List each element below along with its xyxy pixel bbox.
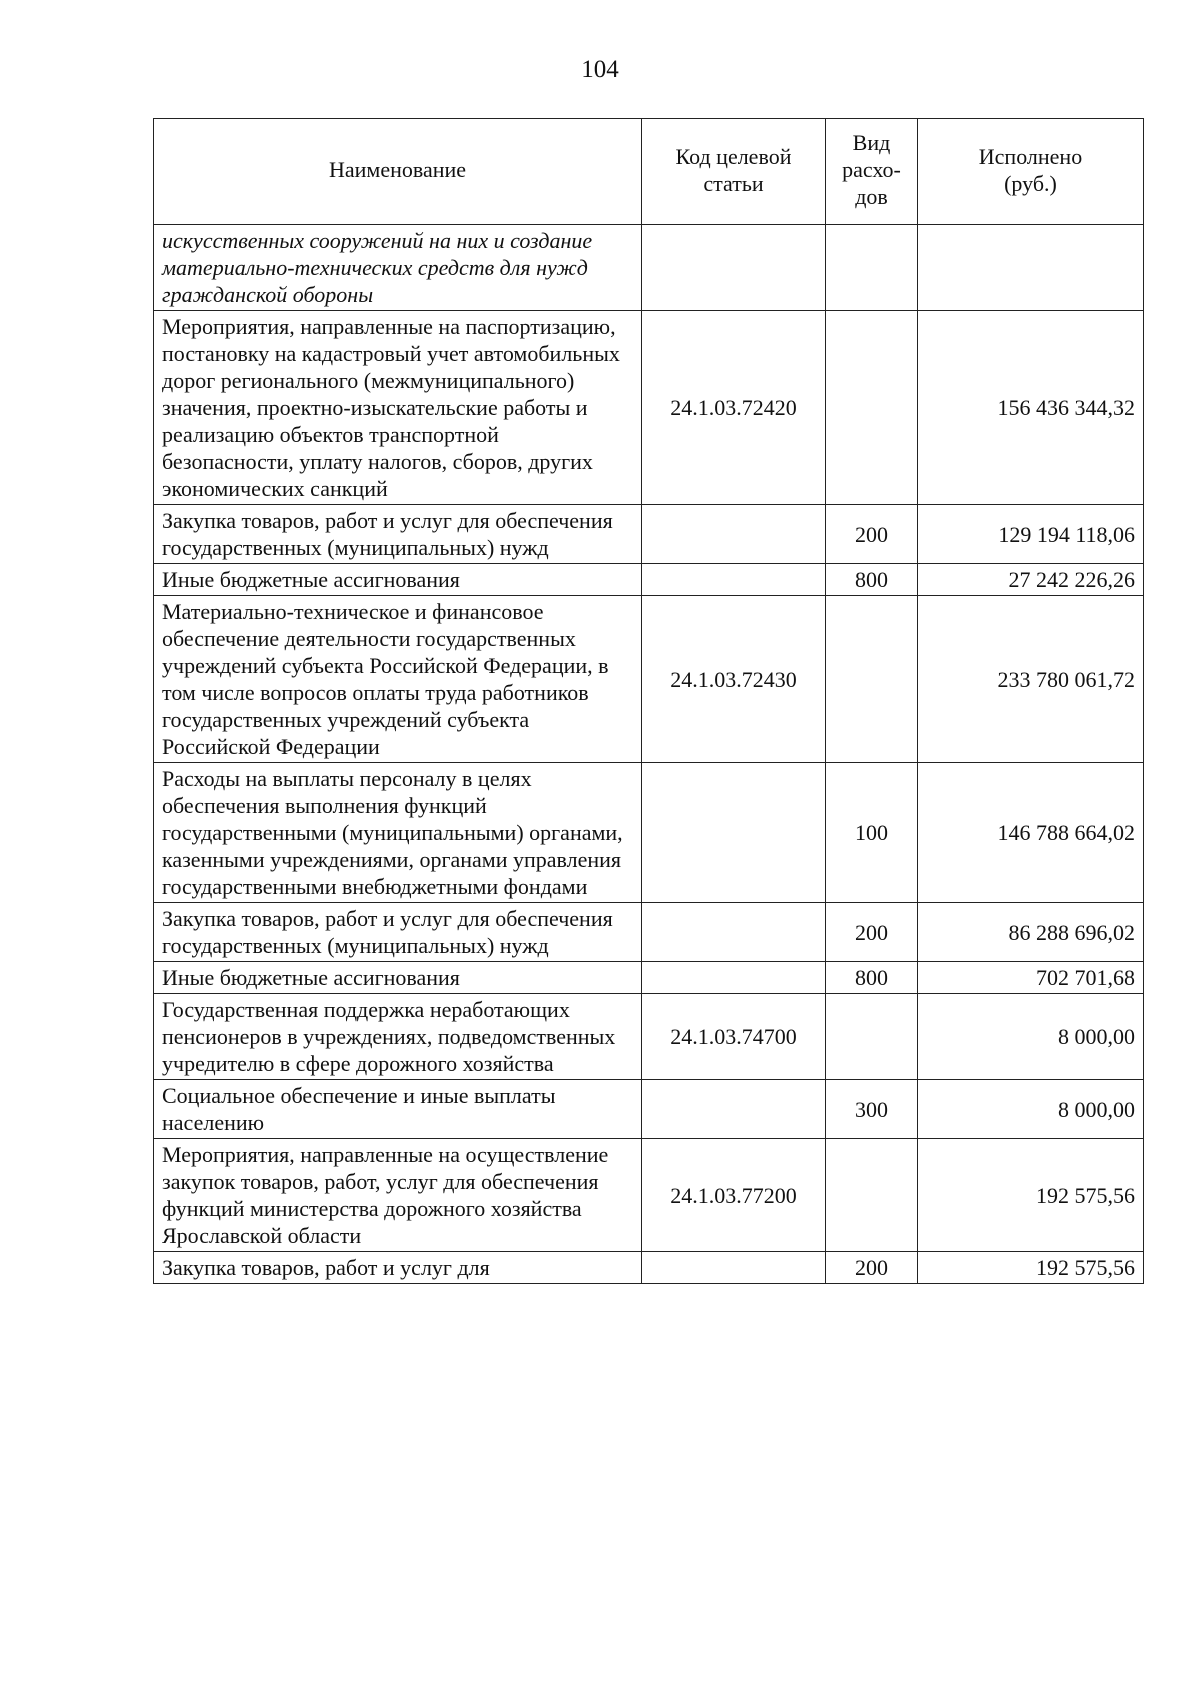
row-amount: 192 575,56: [918, 1139, 1144, 1252]
row-code: [642, 564, 826, 596]
row-amount: 192 575,56: [918, 1252, 1144, 1284]
row-name: Государственная поддержка неработающих пенсионеров в учреждениях, подведомственных учредителю в сфере дорожного хозяйства: [154, 994, 642, 1080]
row-amount: 156 436 344,32: [918, 311, 1144, 505]
budget-table: [153, 118, 1144, 1284]
row-name: Закупка товаров, работ и услуг для обеспечения государственных (муниципальных) нужд: [154, 903, 642, 962]
table-row: [154, 225, 1144, 311]
row-code: [642, 505, 826, 564]
row-name: Мероприятия, направленные на паспортизацию, постановку на кадастровый учет автомобильных дорог регионального (межмуниципального) значения, проектно-изыскательские работы и реализацию объектов транспортной безопасности, уплату налогов, сборов, других экономических санкций: [154, 311, 642, 505]
table-header-row: [154, 119, 1144, 225]
row-kind: 800: [826, 962, 918, 994]
row-kind: [826, 225, 918, 311]
row-code: [642, 962, 826, 994]
row-name: Социальное обеспечение и иные выплаты населению: [154, 1080, 642, 1139]
header-amount-line2: (руб.): [1004, 170, 1057, 196]
row-name: Иные бюджетные ассигнования: [154, 962, 642, 994]
row-kind: [826, 994, 918, 1080]
row-name: Закупка товаров, работ и услуг для: [154, 1252, 642, 1284]
row-kind: 200: [826, 903, 918, 962]
row-amount: 86 288 696,02: [918, 903, 1144, 962]
row-kind: 200: [826, 1252, 918, 1284]
table-row: [154, 763, 1144, 903]
row-kind: 100: [826, 763, 918, 903]
row-amount: 702 701,68: [918, 962, 1144, 994]
table-row: [154, 1252, 1144, 1284]
row-name: Материально-техническое и финансовое обеспечение деятельности государственных учреждений субъекта Российской Федерации, в том числе вопросов оплаты труда работников государственных учреждений субъекта Российской Федерации: [154, 596, 642, 763]
header-code-line1: Код целевой: [675, 143, 792, 169]
row-code: 24.1.03.77200: [642, 1139, 826, 1252]
header-name-label: Наименование: [328, 157, 467, 182]
row-kind: 200: [826, 505, 918, 564]
row-kind: 800: [826, 564, 918, 596]
row-amount: 146 788 664,02: [918, 763, 1144, 903]
table-row: [154, 962, 1144, 994]
row-code: 24.1.03.74700: [642, 994, 826, 1080]
row-code: [642, 1252, 826, 1284]
table-row: [154, 994, 1144, 1080]
row-amount: 8 000,00: [918, 994, 1144, 1080]
row-code: [642, 225, 826, 311]
header-kind-line3: дов: [855, 184, 888, 209]
header-code-line2: статьи: [703, 170, 764, 196]
row-amount: 27 242 226,26: [918, 564, 1144, 596]
row-name: Мероприятия, направленные на осуществление закупок товаров, работ, услуг для обеспечения функций министерства дорожного хозяйства Ярославской области: [154, 1139, 642, 1252]
row-code: 24.1.03.72430: [642, 596, 826, 763]
row-kind: [826, 596, 918, 763]
header-kind: [826, 119, 918, 225]
row-kind: [826, 1139, 918, 1252]
table-row: [154, 1080, 1144, 1139]
table-row: [154, 505, 1144, 564]
table-row: [154, 903, 1144, 962]
header-kind-line2: расхо-: [842, 157, 901, 182]
page-number: 104: [581, 56, 619, 83]
row-amount: 233 780 061,72: [918, 596, 1144, 763]
row-kind: [826, 311, 918, 505]
row-code: [642, 1080, 826, 1139]
header-code: [642, 119, 826, 225]
row-name: Закупка товаров, работ и услуг для обеспечения государственных (муниципальных) нужд: [154, 505, 642, 564]
row-name: Расходы на выплаты персоналу в целях обеспечения выполнения функций государственными (муниципальными) органами, казенными учреждениями, органами управления государственными внебюджетными фондами: [154, 763, 642, 903]
row-amount: [918, 225, 1144, 311]
table-row: [154, 596, 1144, 763]
header-name: [154, 119, 642, 225]
table-row: [154, 311, 1144, 505]
header-amount-line1: Исполнено: [978, 143, 1083, 169]
row-kind: 300: [826, 1080, 918, 1139]
row-code: [642, 763, 826, 903]
row-name: Иные бюджетные ассигнования: [154, 564, 642, 596]
row-amount: 129 194 118,06: [918, 505, 1144, 564]
row-amount: 8 000,00: [918, 1080, 1144, 1139]
table-row: [154, 564, 1144, 596]
header-kind-line1: Вид: [852, 130, 891, 155]
row-code: 24.1.03.72420: [642, 311, 826, 505]
row-name: искусственных сооружений на них и создание материально-технических средств для нужд гражданской обороны: [154, 225, 642, 311]
header-amount: [918, 119, 1144, 225]
row-code: [642, 903, 826, 962]
table-row: [154, 1139, 1144, 1252]
